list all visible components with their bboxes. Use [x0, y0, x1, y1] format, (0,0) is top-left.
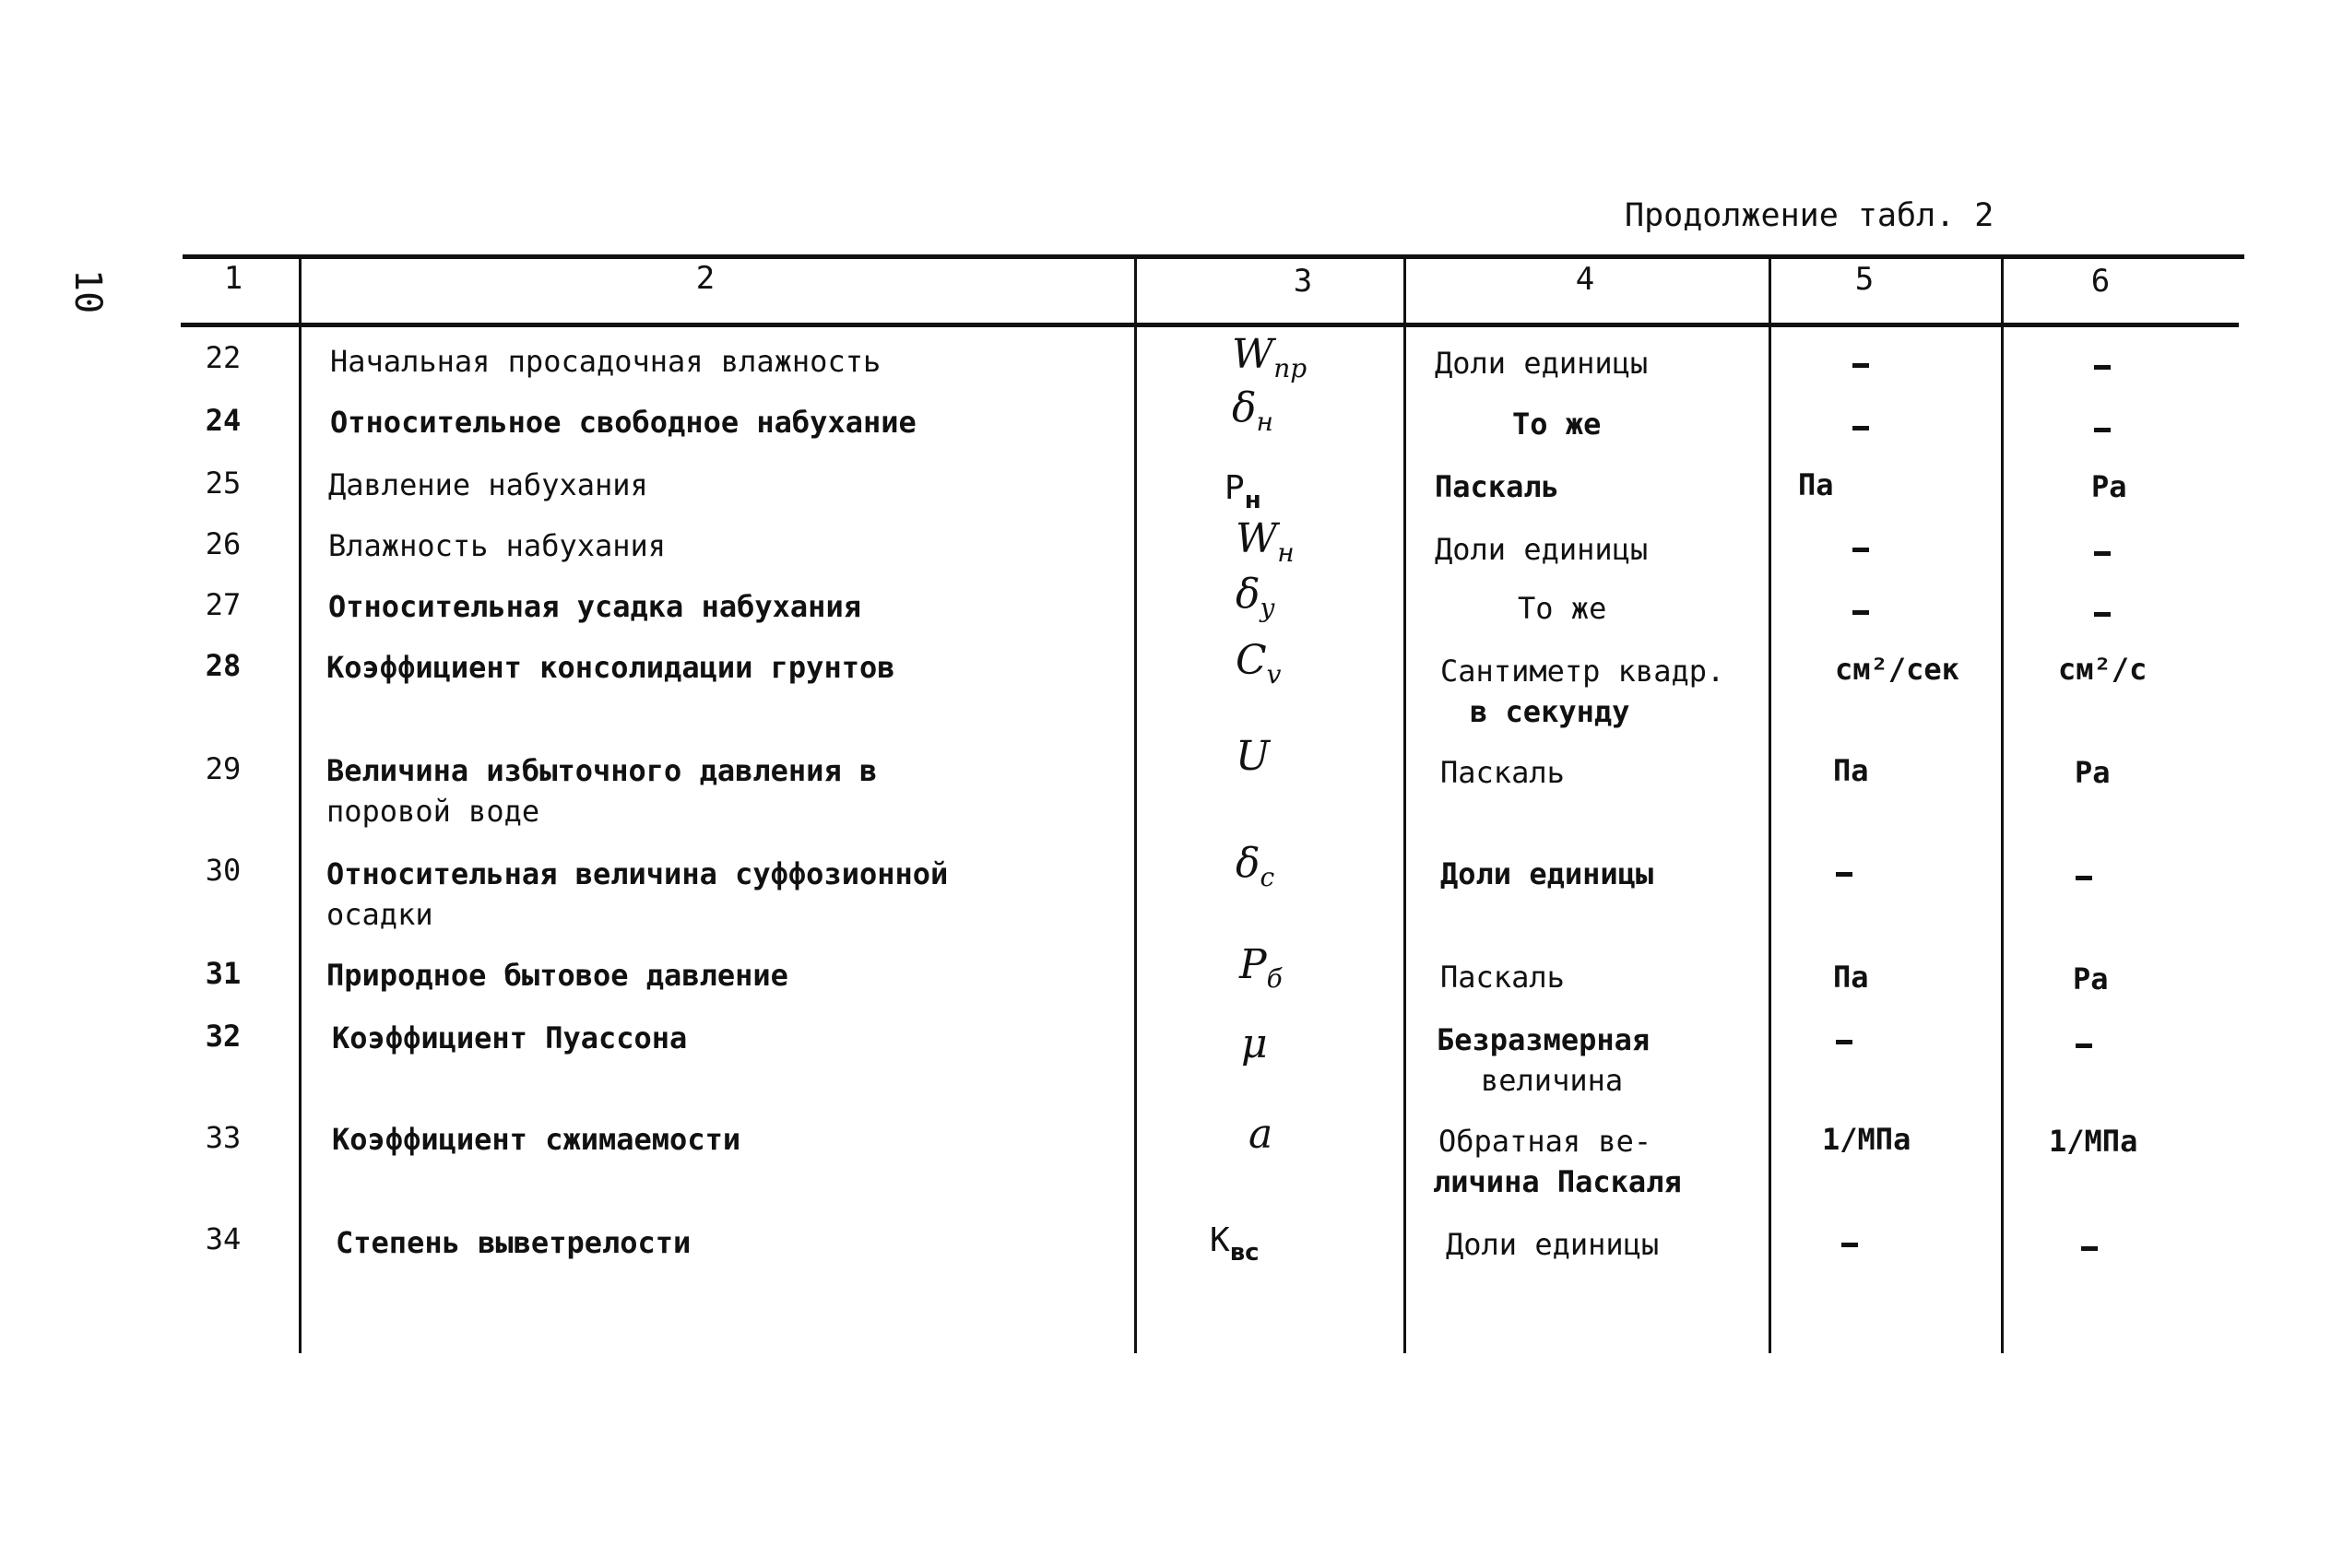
parameter-symbol: $W_н$: [1236, 515, 1295, 568]
row-number: 30: [205, 853, 242, 888]
row-number: 26: [205, 526, 242, 561]
dash-mark: [1852, 363, 1869, 368]
dash-mark: [1841, 1243, 1858, 1247]
unit-symbol-intl: 1/МПа: [2049, 1124, 2138, 1159]
parameter-symbol: $W_{пр}$: [1232, 331, 1307, 383]
parameter-name: Влажность набухания: [328, 528, 667, 563]
row-number: 31: [205, 956, 242, 991]
parameter-symbol: U: [1236, 733, 1271, 780]
page-number: 10: [66, 269, 109, 314]
row-number: 28: [205, 648, 242, 683]
unit-symbol-ru: [1769, 406, 1953, 446]
column-header: 6: [2090, 263, 2111, 300]
row-number: 27: [205, 587, 242, 622]
header-bottom-rule: [181, 323, 2239, 327]
parameter-symbol: $P_б$: [1239, 941, 1283, 994]
unit-symbol-ru: Па: [1833, 753, 1869, 788]
dash-mark: [2094, 551, 2111, 556]
row-number: 24: [205, 403, 242, 438]
unit-name: личина Паскаля: [1433, 1164, 1682, 1199]
unit-symbol-intl: [2010, 592, 2195, 632]
unit-symbol-intl: [2010, 531, 2195, 572]
unit-name: Доли единицы: [1435, 532, 1649, 567]
unit-symbol-ru: Па: [1833, 960, 1869, 995]
parameter-name: Давление набухания: [328, 467, 648, 502]
unit-symbol-ru: [1769, 527, 1953, 568]
unit-symbol-intl: [2010, 345, 2195, 385]
unit-symbol-ru: [1752, 852, 1936, 892]
unit-symbol-intl: Pa: [2073, 961, 2109, 996]
dash-mark: [2081, 1246, 2098, 1251]
parameter-symbol: a: [1248, 1111, 1273, 1158]
dash-mark: [1852, 426, 1869, 430]
parameter-name: поровой воде: [326, 794, 540, 829]
dash-mark: [2094, 612, 2111, 617]
unit-name: Паскаль: [1440, 755, 1565, 790]
row-number: 33: [205, 1120, 242, 1155]
parameter-name: осадки: [326, 897, 433, 932]
unit-name: Паскаль: [1440, 960, 1565, 995]
column-header: 2: [695, 260, 716, 297]
unit-symbol-ru: [1769, 343, 1953, 383]
unit-name: Обратная ве-: [1438, 1124, 1652, 1159]
parameter-name: Степень выветрелости: [336, 1225, 692, 1260]
unit-symbol-ru: 1/МПа: [1822, 1122, 1911, 1157]
unit-symbol-ru: [1757, 1222, 1942, 1263]
parameter-symbol: $C_v$: [1236, 637, 1282, 690]
parameter-name: Коэффициент Пуассона: [332, 1020, 688, 1055]
dash-mark: [2094, 365, 2111, 370]
unit-symbol-intl: Pa: [2075, 755, 2111, 790]
table-caption: Продолжение табл. 2: [1625, 197, 1994, 234]
row-number: 34: [205, 1221, 242, 1256]
table-top-rule: [183, 254, 2244, 259]
row-number: 32: [205, 1019, 242, 1054]
parameter-name: Величина избыточного давления в: [326, 753, 878, 788]
unit-symbol-intl: [1992, 1023, 2176, 1064]
unit-symbol-ru: см²/сек: [1835, 652, 1959, 687]
dash-mark: [2094, 428, 2111, 432]
parameter-symbol: $\delta_с$: [1236, 840, 1275, 892]
dash-mark: [1836, 1040, 1852, 1044]
column-divider: [2001, 254, 2004, 1353]
unit-symbol-ru: [1752, 1020, 1936, 1060]
row-number: 29: [205, 751, 242, 786]
parameter-name: Природное бытовое давление: [326, 958, 788, 993]
parameter-name: Начальная просадочная влажность: [330, 344, 882, 379]
unit-symbol-intl: см²/с: [2058, 652, 2148, 687]
unit-name: Доли единицы: [1440, 856, 1654, 891]
unit-symbol-ru: Па: [1798, 467, 1834, 502]
parameter-name: Относительное свободное набухание: [330, 405, 917, 440]
unit-symbol-intl: [2010, 407, 2195, 448]
unit-name: Паскаль: [1435, 469, 1559, 504]
dash-mark: [1852, 610, 1869, 615]
unit-name: То же: [1518, 591, 1607, 626]
parameter-name: Относительная усадка набухания: [328, 589, 861, 624]
column-divider: [299, 254, 302, 1353]
row-number: 25: [205, 466, 242, 501]
unit-name: То же: [1512, 407, 1602, 442]
parameter-name: Относительная величина суффозионной: [326, 856, 949, 891]
unit-symbol-ru: [1769, 590, 1953, 631]
unit-symbol-intl: Pa: [2091, 469, 2127, 504]
row-number: 22: [205, 340, 242, 375]
parameter-symbol: $\delta_н$: [1232, 384, 1273, 437]
parameter-symbol: $P_н$: [1225, 469, 1261, 514]
unit-name: Сантиметр квадр.: [1440, 654, 1725, 689]
unit-name: Доли единицы: [1446, 1227, 1660, 1262]
parameter-symbol: $K_{вс}$: [1210, 1221, 1260, 1267]
column-header: 3: [1293, 263, 1313, 300]
parameter-symbol: $\delta_у$: [1236, 571, 1275, 623]
column-header: 4: [1575, 261, 1595, 298]
dash-mark: [1852, 548, 1869, 552]
parameter-name: Коэффициент консолидации грунтов: [326, 650, 895, 685]
dash-mark: [2076, 1043, 2092, 1048]
unit-name: величина: [1481, 1063, 1624, 1098]
unit-symbol-intl: [1997, 1226, 2182, 1267]
unit-name: в секунду: [1470, 694, 1630, 729]
unit-name: Безразмерная: [1437, 1022, 1651, 1057]
dash-mark: [2076, 876, 2092, 880]
parameter-name: Коэффициент сжимаемости: [332, 1122, 741, 1157]
unit-symbol-intl: [1992, 855, 2176, 896]
column-header: 5: [1854, 261, 1875, 298]
column-divider: [1403, 254, 1406, 1353]
column-divider: [1134, 254, 1137, 1353]
parameter-symbol: μ: [1241, 1020, 1268, 1067]
column-header: 1: [223, 260, 243, 297]
unit-name: Доли единицы: [1435, 346, 1649, 381]
dash-mark: [1836, 872, 1852, 877]
